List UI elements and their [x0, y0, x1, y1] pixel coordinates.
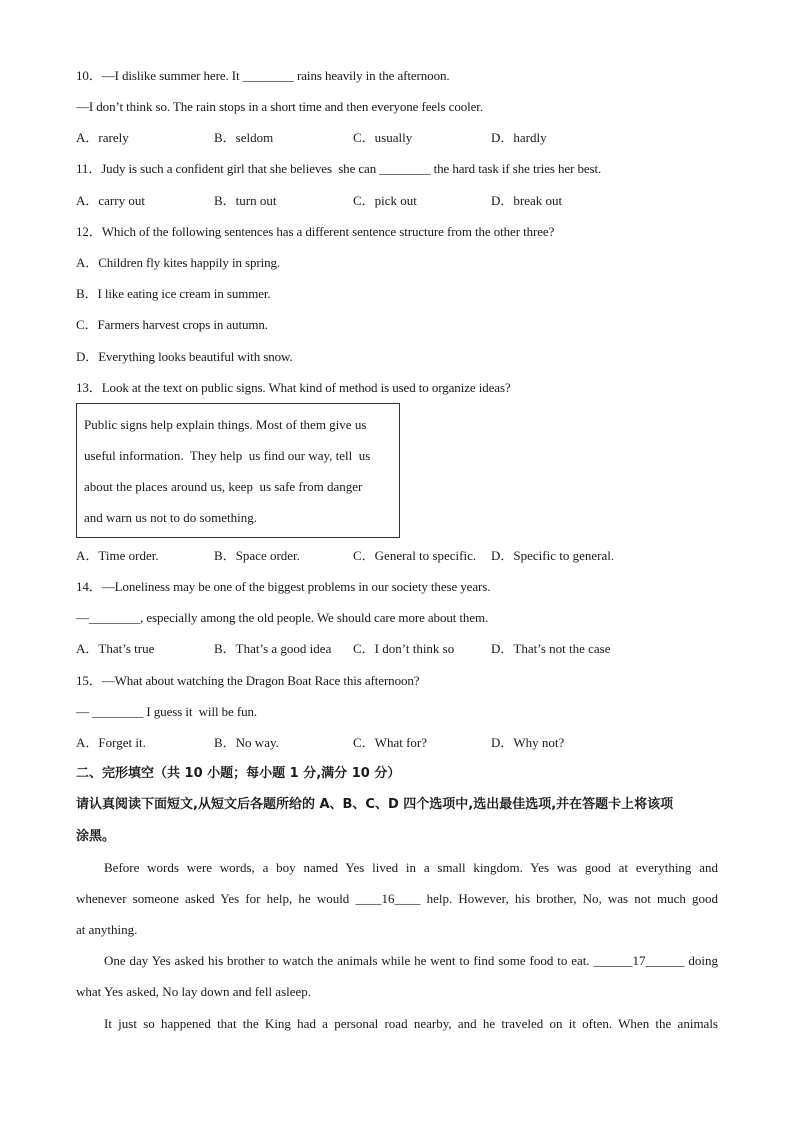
option-b[interactable]: B．No way.	[214, 735, 279, 750]
option-b[interactable]: B．I like eating ice cream in summer.	[76, 286, 271, 301]
option-d[interactable]: D．That’s not the case	[491, 641, 611, 656]
option-c[interactable]: C．I don’t think so	[353, 641, 455, 656]
blank-17[interactable]: ______17______	[593, 953, 685, 968]
question-15-reply: — ________ I guess it will be fun.	[76, 704, 258, 719]
section-instruction: 请认真阅读下面短文,从短文后各题所给的 A、B、C、D 四个选项中,选出最佳选项,并在答题卡上将该项	[76, 797, 674, 812]
box-line: useful information. They help us find our way, tell us	[84, 448, 371, 463]
public-signs-text-box	[76, 403, 400, 538]
option-c[interactable]: C．usually	[353, 130, 413, 145]
passage-line: at anything.	[76, 922, 138, 937]
passage-line: It just so happened that the King had a personal road nearby, and he traveled on it often. When the animals	[104, 1016, 718, 1031]
option-d[interactable]: D．Everything looks beautiful with snow.	[76, 349, 293, 364]
option-a[interactable]: A．Children fly kites happily in spring.	[76, 255, 281, 270]
option-b[interactable]: B．That’s a good idea	[214, 641, 332, 656]
passage-line	[76, 891, 718, 907]
question-10-reply: —I don’t think so. The rain stops in a short time and then everyone feels cooler.	[76, 99, 483, 114]
question-13-options	[76, 548, 716, 564]
option-d[interactable]: D．hardly	[491, 130, 547, 145]
question-12-stem: 12．Which of the following sentences has a different sentence structure from the other three?	[76, 224, 555, 239]
question-14-stem: 14．—Loneliness may be one of the biggest problems in our society these years.	[76, 579, 491, 594]
option-b[interactable]: B．seldom	[214, 130, 274, 145]
question-14-options	[76, 641, 716, 657]
option-c[interactable]: C．General to specific.	[353, 548, 477, 563]
passage-text: whenever someone asked Yes for help, he would	[76, 891, 356, 906]
option-a[interactable]: A．carry out	[76, 193, 145, 208]
option-d[interactable]: D．Specific to general.	[491, 548, 615, 563]
passage-line: Before words were words, a boy named Yes lived in a small kingdom. Yes was good at everything and	[104, 860, 718, 875]
passage-text: One day Yes asked his brother to watch the animals while he went to find some food to eat.	[104, 953, 594, 968]
passage-text: doing	[684, 953, 718, 968]
question-14-reply: —________, especially among the old people. We should care more about them.	[76, 610, 489, 625]
option-a[interactable]: A．Forget it.	[76, 735, 146, 750]
option-c[interactable]: C．What for?	[353, 735, 428, 750]
question-15-options	[76, 735, 716, 751]
question-10-options	[76, 130, 716, 146]
option-b[interactable]: B．turn out	[214, 193, 277, 208]
option-a[interactable]: A．That’s true	[76, 641, 155, 656]
option-a[interactable]: A．Time order.	[76, 548, 159, 563]
box-line: and warn us not to do something.	[84, 510, 257, 525]
passage-line: what Yes asked, No lay down and fell asleep.	[76, 984, 312, 999]
passage-text: help. However, his brother, No, was not much good	[420, 891, 718, 906]
box-line: Public signs help explain things. Most of them give us	[84, 417, 367, 432]
option-d[interactable]: D．Why not?	[491, 735, 565, 750]
question-10-stem: 10．—I dislike summer here. It ________ rains heavily in the afternoon.	[76, 68, 450, 83]
option-b[interactable]: B．Space order.	[214, 548, 300, 563]
section-instruction-cont: 涂黑。	[76, 829, 116, 844]
section-title: 二、完形填空（共 10 小题；每小题 1 分,满分 10 分）	[76, 766, 401, 781]
passage-line	[104, 953, 718, 969]
blank-16[interactable]: ____16____	[355, 891, 421, 906]
question-11-stem: 11．Judy is such a confident girl that she believes she can ________ the hard task if she tries her best.	[76, 161, 602, 176]
question-13-stem: 13．Look at the text on public signs. What kind of method is used to organize ideas?	[76, 380, 511, 395]
question-11-options	[76, 193, 716, 209]
box-line: about the places around us, keep us safe from danger	[84, 479, 363, 494]
option-d[interactable]: D．break out	[491, 193, 563, 208]
question-15-stem: 15．—What about watching the Dragon Boat Race this afternoon?	[76, 673, 420, 688]
option-c[interactable]: C．Farmers harvest crops in autumn.	[76, 317, 268, 332]
option-c[interactable]: C．pick out	[353, 193, 417, 208]
option-a[interactable]: A．rarely	[76, 130, 129, 145]
